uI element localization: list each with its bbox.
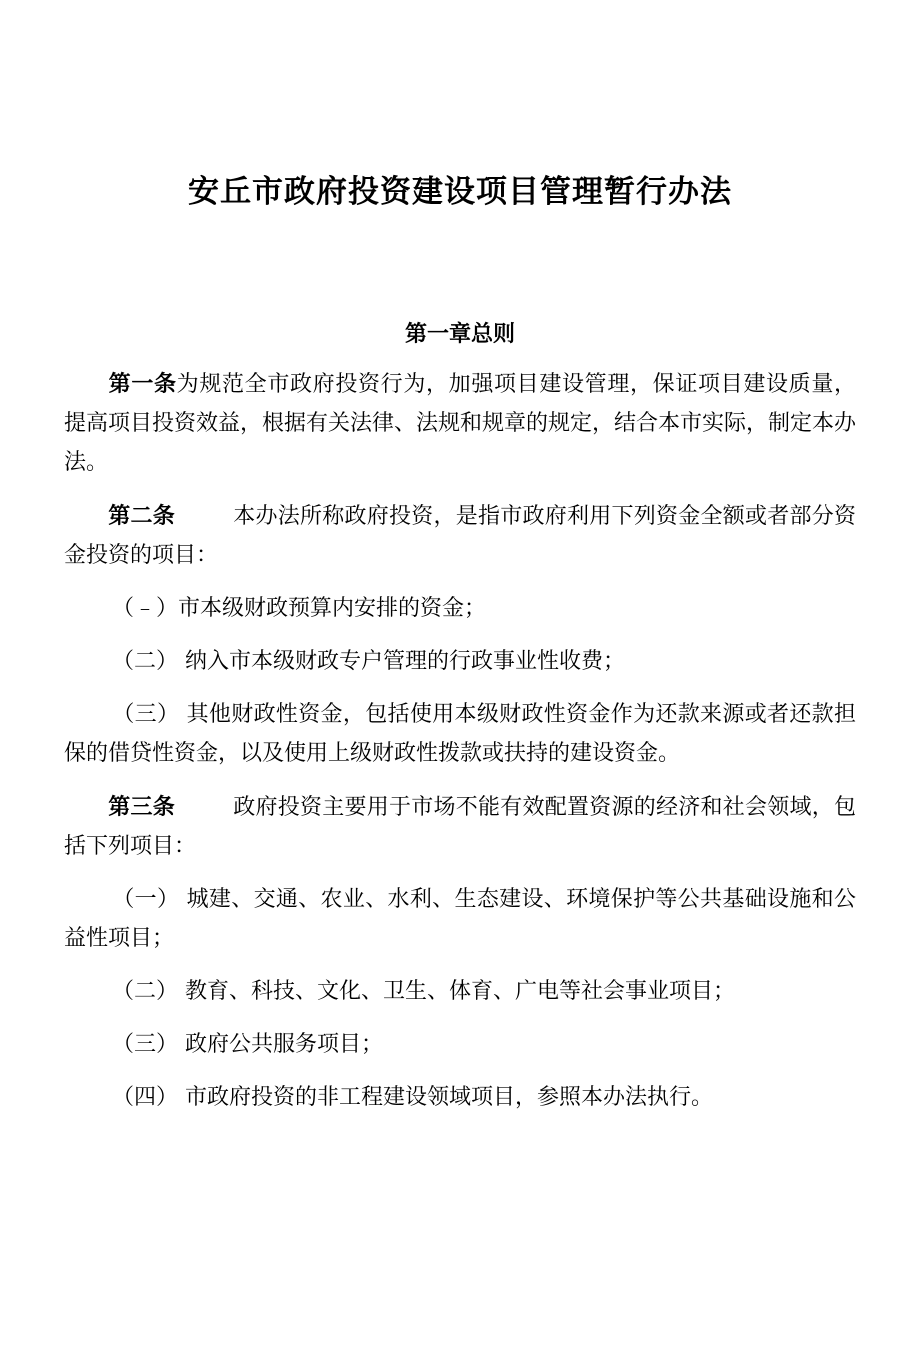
chapter-heading: 第一章总则 [404, 322, 515, 348]
paragraph [64, 365, 856, 482]
paragraph [64, 788, 856, 866]
list-item [64, 880, 856, 958]
paragraph [64, 497, 856, 575]
list-item [64, 972, 856, 1011]
list-item-text: （四） 市政府投资的非工程建设领域项目，参照本办法执行。 [112, 1085, 713, 1111]
article-label: 第二条 [108, 503, 175, 529]
list-item-text: （一） 城建、交通、农业、水利、生态建设、环境保护等公共基础设施和公益性项目； [64, 886, 856, 951]
list-item-text: （二） 纳入市本级财政专户管理的行政事业性收费； [112, 649, 625, 675]
list-item-text: （三） 其他财政性资金，包括使用本级财政性资金作为还款来源或者还款担保的借贷性资金，以及使用上级财政性拨款或扶持的建设资金。 [64, 702, 856, 767]
document-body [64, 0, 856, 1118]
page-title: 安丘市政府投资建设项目管理暂行办法 [188, 174, 732, 210]
list-item-text: （三） 政府公共服务项目； [112, 1032, 383, 1058]
list-item-text: （二） 教育、科技、文化、卫生、体育、广电等社会事业项目； [112, 979, 735, 1005]
list-item [64, 1078, 856, 1117]
article-label: 第三条 [108, 794, 175, 820]
list-item [64, 642, 856, 681]
list-item [64, 695, 856, 773]
paragraph-text: 本办法所称政府投资，是指市政府利用下列资金全额或者部分资金投资的项目： [64, 503, 856, 568]
paragraph-text: 政府投资主要用于市场不能有效配置资源的经济和社会领域，包括下列项目： [64, 794, 856, 859]
paragraph-text: 为规范全市政府投资行为，加强项目建设管理，保证项目建设质量，提高项目投资效益，根据有关法律、法规和规章的规定，结合本市实际，制定本办法。 [64, 372, 857, 476]
list-item [64, 1025, 856, 1064]
article-label: 第一条 [108, 372, 177, 398]
list-item-text: （﹣）市本级财政预算内安排的资金； [112, 595, 487, 621]
list-item [64, 589, 856, 628]
